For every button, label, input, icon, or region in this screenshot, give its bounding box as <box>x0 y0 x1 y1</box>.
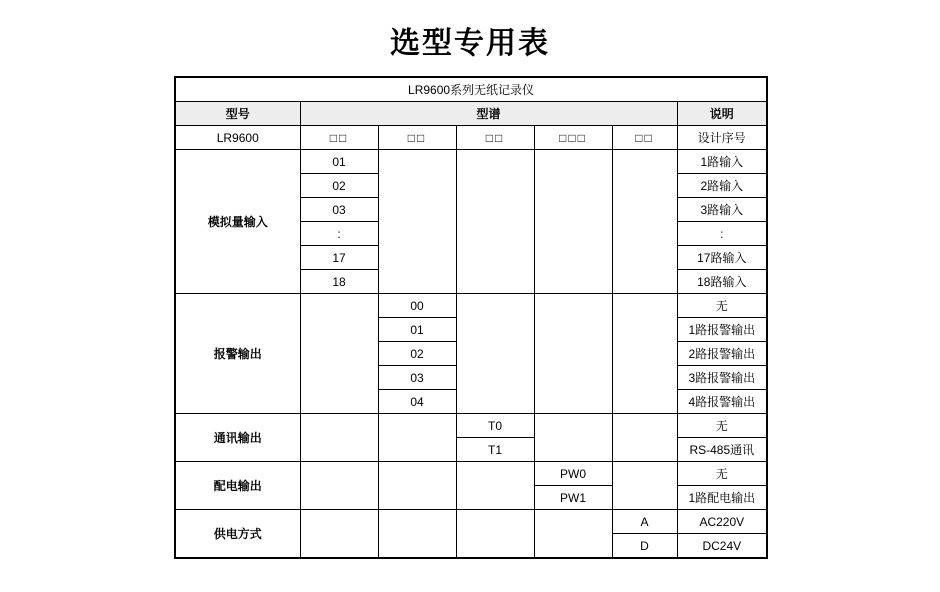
section-label-analog-input: 模拟量输入 <box>175 150 300 294</box>
empty-cell <box>456 510 534 559</box>
section-code: 02 <box>300 174 378 198</box>
table-row <box>175 150 767 174</box>
empty-cell <box>300 510 378 559</box>
empty-cell <box>612 150 677 294</box>
section-code: D <box>612 534 677 559</box>
empty-cell <box>612 294 677 414</box>
section-desc: 1路报警输出 <box>677 318 767 342</box>
model-slot-2: □□ <box>378 126 456 150</box>
section-desc: 1路配电输出 <box>677 486 767 510</box>
table-column-header-row <box>175 102 767 126</box>
section-label-comm-output: 通讯输出 <box>175 414 300 462</box>
model-row <box>175 126 767 150</box>
table-body <box>175 77 767 558</box>
empty-cell <box>378 510 456 559</box>
section-desc: DC24V <box>677 534 767 559</box>
table-row <box>175 510 767 534</box>
section-code: 00 <box>378 294 456 318</box>
section-desc: RS-485通讯 <box>677 438 767 462</box>
table-row <box>175 462 767 486</box>
section-code: 04 <box>378 390 456 414</box>
section-desc: 17路输入 <box>677 246 767 270</box>
empty-cell <box>378 150 456 294</box>
table-row <box>175 294 767 318</box>
section-desc: 18路输入 <box>677 270 767 294</box>
section-desc: 3路输入 <box>677 198 767 222</box>
empty-cell <box>534 414 612 462</box>
model-slot-1: □□ <box>300 126 378 150</box>
section-label-power-supply: 供电方式 <box>175 510 300 559</box>
section-desc: 无 <box>677 414 767 438</box>
column-header-description: 说明 <box>677 102 767 126</box>
section-code: 03 <box>378 366 456 390</box>
empty-cell <box>456 294 534 414</box>
empty-cell <box>534 150 612 294</box>
empty-cell <box>378 462 456 510</box>
section-label-power-distribution-output: 配电输出 <box>175 462 300 510</box>
empty-cell <box>456 150 534 294</box>
table-row <box>175 414 767 438</box>
empty-cell <box>300 294 378 414</box>
section-label-alarm-output: 报警输出 <box>175 294 300 414</box>
section-desc: 2路输入 <box>677 174 767 198</box>
spec-table-wrapper <box>174 76 766 559</box>
section-desc: 1路输入 <box>677 150 767 174</box>
section-code: T1 <box>456 438 534 462</box>
model-slot-3: □□ <box>456 126 534 150</box>
section-code: 18 <box>300 270 378 294</box>
section-code: PW1 <box>534 486 612 510</box>
section-desc: 无 <box>677 294 767 318</box>
model-slot-5: □□ <box>612 126 677 150</box>
section-code: 01 <box>300 150 378 174</box>
empty-cell <box>378 414 456 462</box>
section-code: 02 <box>378 342 456 366</box>
section-code: T0 <box>456 414 534 438</box>
page-title: 选型专用表 <box>390 27 550 60</box>
model-name: LR9600 <box>175 126 300 150</box>
column-header-model: 型号 <box>175 102 300 126</box>
empty-cell <box>612 414 677 462</box>
section-code: 03 <box>300 198 378 222</box>
section-code: A <box>612 510 677 534</box>
section-code: PW0 <box>534 462 612 486</box>
table-title-row <box>175 77 767 102</box>
section-desc: 4路报警输出 <box>677 390 767 414</box>
section-code: : <box>300 222 378 246</box>
section-desc: AC220V <box>677 510 767 534</box>
empty-cell <box>612 462 677 510</box>
model-description: 设计序号 <box>677 126 767 150</box>
empty-cell <box>534 294 612 414</box>
section-code: 17 <box>300 246 378 270</box>
column-header-spectrum: 型谱 <box>300 102 677 126</box>
empty-cell <box>456 462 534 510</box>
table-header-title: LR9600系列无纸记录仪 <box>175 77 767 102</box>
empty-cell <box>300 462 378 510</box>
section-desc: 3路报警输出 <box>677 366 767 390</box>
section-desc: : <box>677 222 767 246</box>
empty-cell <box>300 414 378 462</box>
section-desc: 无 <box>677 462 767 486</box>
empty-cell <box>534 510 612 559</box>
section-code: 01 <box>378 318 456 342</box>
selection-spec-table <box>174 76 768 559</box>
model-slot-4: □□□ <box>534 126 612 150</box>
section-desc: 2路报警输出 <box>677 342 767 366</box>
